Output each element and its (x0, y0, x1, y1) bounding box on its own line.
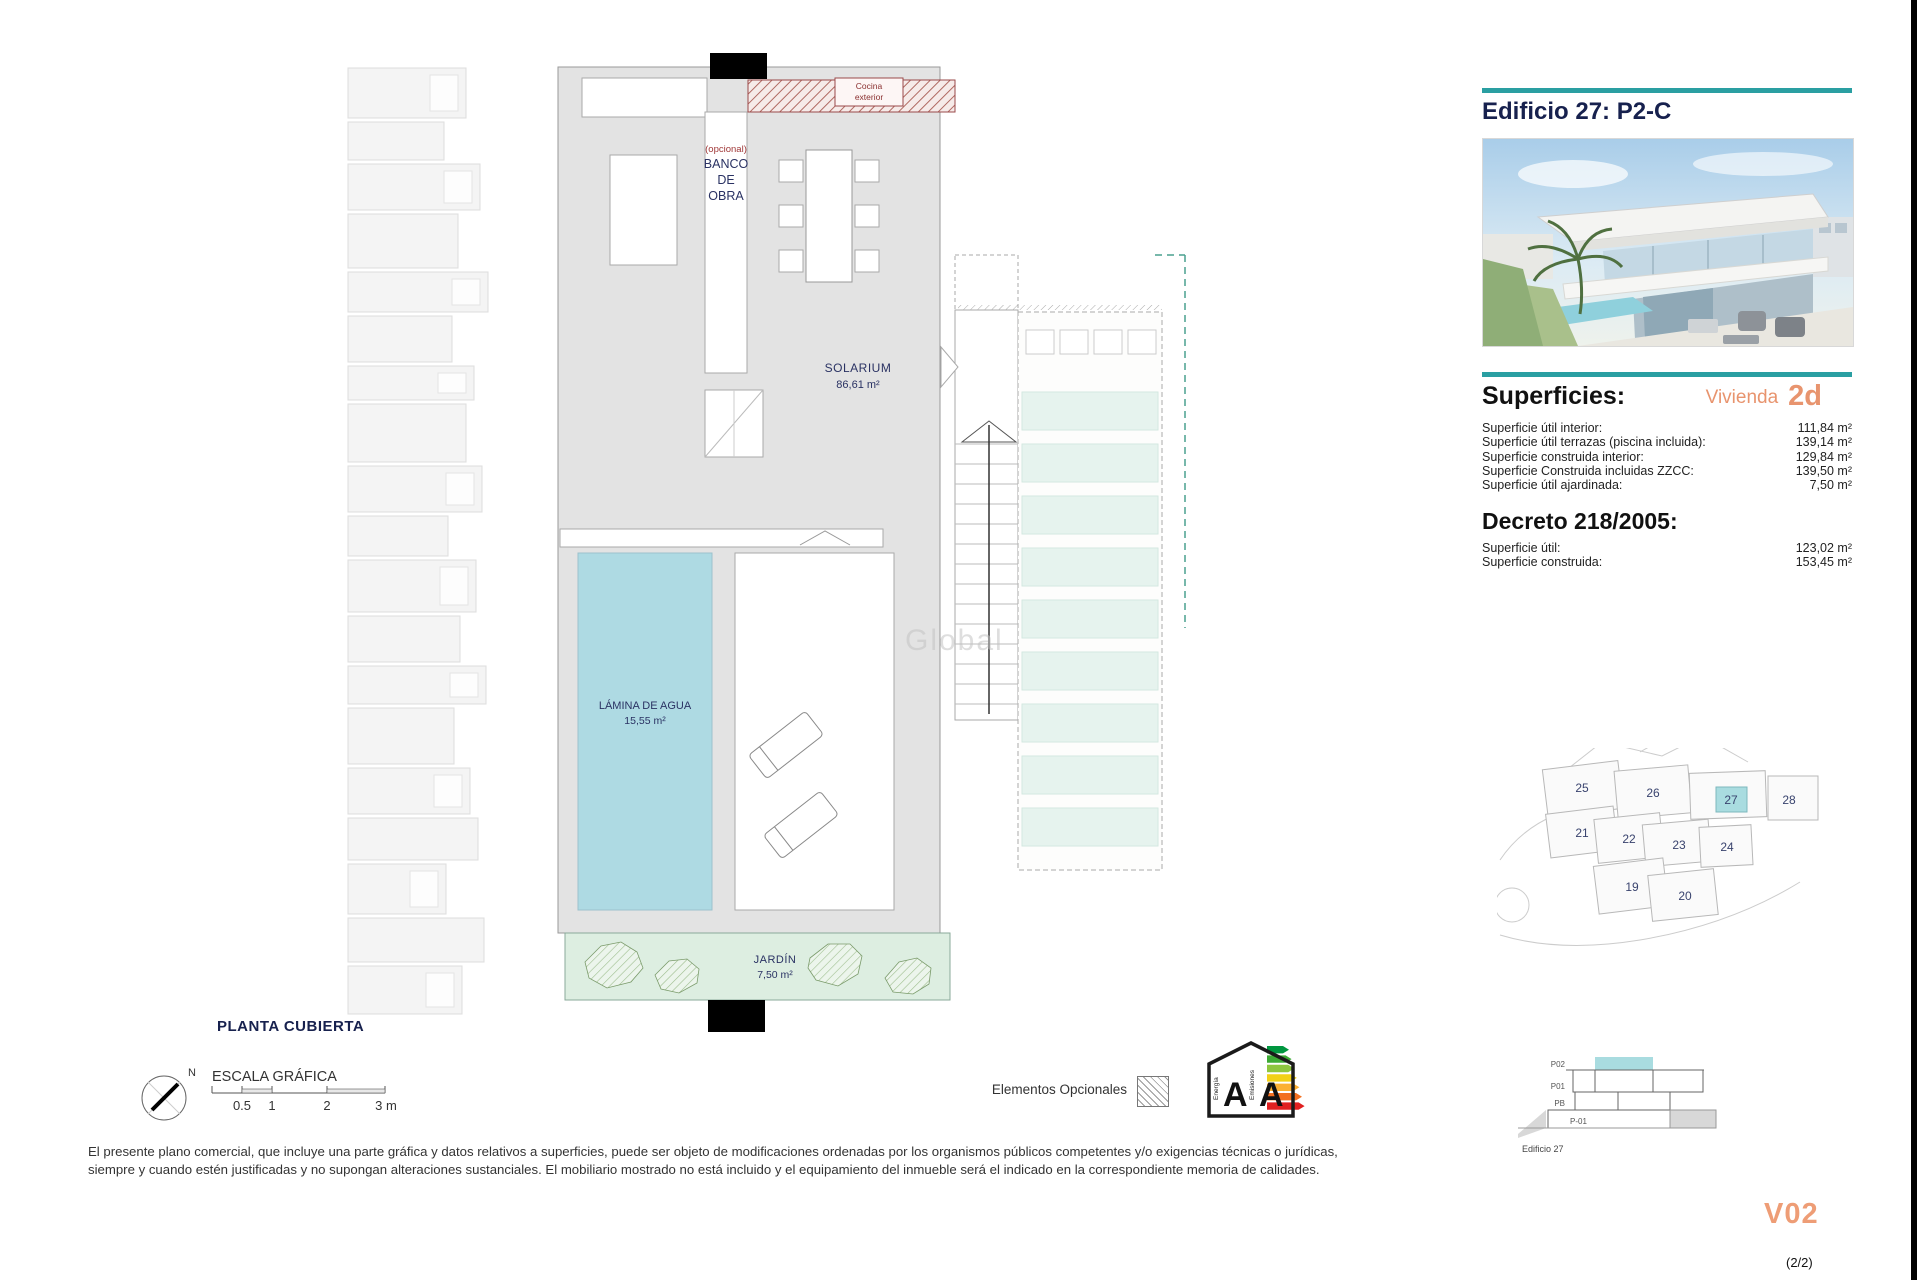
section-ground-right (1670, 1110, 1716, 1128)
banco-label-1: BANCO (703, 157, 749, 171)
row-label: Superficie útil: (1482, 541, 1561, 555)
banco-optional-label: (opcional) (705, 144, 747, 155)
row-value: 139,14 m² (1795, 435, 1852, 450)
row-value: 139,50 m² (1795, 463, 1852, 478)
scale-tick-05: 0.5 (232, 1098, 252, 1113)
section-level-pb: PB (1554, 1099, 1565, 1108)
stair-shaft (955, 310, 1018, 720)
row-value: 129,84 m² (1795, 449, 1852, 464)
site-plan-number-20: 20 (1678, 889, 1692, 903)
section-level-p02: P02 (1550, 1060, 1565, 1069)
site-plan-number-19: 19 (1625, 880, 1639, 894)
beam-band (560, 529, 883, 547)
energy-axis-emisiones: Emisiones (1249, 1070, 1256, 1100)
row-label: Superficie construida: (1482, 555, 1603, 570)
site-plan-number-27: 27 (1724, 793, 1738, 807)
pool (578, 553, 712, 910)
vivienda-label: Vivienda (1705, 387, 1779, 408)
row-label: Superficie útil ajardinada: (1482, 478, 1623, 493)
garden-area: 7,50 m² (757, 969, 793, 981)
site-plan-number-26: 26 (1646, 786, 1660, 800)
scale-tick-1: 1 (268, 1098, 276, 1113)
page-number: (2/2) (1786, 1255, 1813, 1270)
site-plan-number-24: 24 (1720, 840, 1734, 854)
version-label: V02 (1764, 1198, 1819, 1230)
north-needle (152, 1084, 178, 1110)
site-plan-number-22: 22 (1622, 832, 1636, 846)
row-value: 123,02 m² (1795, 541, 1852, 555)
site-plan-number-28: 28 (1782, 793, 1796, 807)
garden-label: JARDÍN (753, 954, 797, 966)
teal-rule-mid (1482, 372, 1852, 377)
disclaimer-line-2: siempre y cuando estén justificadas y no supongan alteraciones sustanciales. El mobiliario mostrado no está incluido y el equipamiento del inmueble será el indicado en la correspondiente memoria de calidades. (88, 1162, 1320, 1178)
dining-set (779, 150, 879, 282)
section-level-p-01: P-01 (1570, 1117, 1587, 1126)
energy-rating-energia: A (1223, 1076, 1248, 1114)
row-label: Superficie útil terrazas (piscina incluida): (1482, 435, 1706, 450)
section-ground-left (1518, 1110, 1546, 1138)
superficies-header (1482, 382, 1852, 411)
superficies-row (1482, 450, 1852, 464)
row-value: 7,50 m² (1809, 478, 1852, 493)
building-section-key (1518, 1046, 1728, 1158)
energy-rating-badge (1205, 1038, 1309, 1124)
terrain-hatch-line (958, 305, 1162, 310)
pool-label: LÁMINA DE AGUA (598, 700, 692, 712)
disclaimer-line-1: El presente plano comercial, que incluye una parte gráfica y datos relativos a superficies, puede ser objeto de modificaciones ordenadas por los organismos públicos competentes y/o exigencias técnicas o jurídicas, (88, 1144, 1338, 1159)
scale-tick-2: 2 (323, 1098, 331, 1113)
scale-title: ESCALA GRÁFICA (212, 1069, 337, 1085)
energy-rating-emisiones: A (1259, 1076, 1284, 1114)
banco-label-2: DE (717, 173, 735, 187)
roof-opening-top (582, 78, 707, 117)
solarium-area: 86,61 m² (836, 379, 880, 391)
north-label: N (188, 1067, 196, 1079)
row-label: Superficie útil interior: (1482, 421, 1603, 435)
graphic-scale (210, 1066, 410, 1118)
pool-area: 15,55 m² (624, 715, 666, 727)
superficies-row (1482, 435, 1852, 449)
stair-landing-dashed (955, 255, 1018, 310)
sheet-right-border (1911, 0, 1917, 1280)
adjacent-buildings-strip (348, 68, 488, 1014)
superficies-row (1482, 464, 1852, 478)
compass-rose (134, 1062, 204, 1128)
solarium-label: SOLARIUM (824, 361, 892, 375)
energy-axis-energia: Energía (1213, 1077, 1220, 1100)
roof-opening-left (610, 155, 677, 265)
teal-rule-top (1482, 88, 1852, 93)
row-label: Superficie construida interior: (1482, 449, 1644, 464)
outdoor-kitchen-label-line1: Cocina (855, 81, 883, 91)
superficies-table (1482, 421, 1852, 492)
building-title: Edificio 27: P2-C (1482, 98, 1672, 125)
superficies-row (1482, 421, 1852, 435)
disclaimer-text (88, 1143, 1428, 1179)
superficies-row (1482, 478, 1852, 492)
scale-tick-3m: 3 m (375, 1098, 397, 1113)
section-highlight-level (1595, 1057, 1653, 1070)
optional-elements-swatch (1137, 1076, 1169, 1107)
banco-label-3: OBRA (708, 189, 744, 203)
watermark: Global (905, 624, 1004, 657)
plan-title: PLANTA CUBIERTA (217, 1018, 365, 1035)
adjacent-unit-terrace-bands (1022, 392, 1158, 846)
outdoor-kitchen-label-line2: exterior (854, 92, 884, 102)
decreto-title: Decreto 218/2005: (1482, 508, 1678, 534)
decreto-row (1482, 555, 1852, 569)
chimney-top (710, 53, 767, 79)
site-plan-key (1497, 748, 1827, 953)
optional-elements-label: Elementos Opcionales (991, 1082, 1127, 1097)
villa-render-image (1482, 138, 1854, 347)
row-label: Superficie Construida incluidas ZZCC: (1482, 463, 1694, 478)
site-plan-number-21: 21 (1575, 826, 1589, 840)
row-value: 153,45 m² (1795, 555, 1852, 570)
superficies-title: Superficies: (1482, 382, 1626, 410)
decreto-table (1482, 541, 1852, 570)
decreto-row (1482, 541, 1852, 555)
chimney-bottom (708, 1000, 765, 1032)
section-level-p01: P01 (1550, 1082, 1565, 1091)
site-plan-number-25: 25 (1575, 781, 1589, 795)
site-plan-number-23: 23 (1672, 838, 1686, 852)
vivienda-value: 2d (1788, 380, 1822, 412)
floor-plan-drawing (340, 40, 1200, 1040)
section-caption: Edificio 27 (1522, 1144, 1564, 1154)
row-value: 111,84 m² (1797, 421, 1852, 435)
